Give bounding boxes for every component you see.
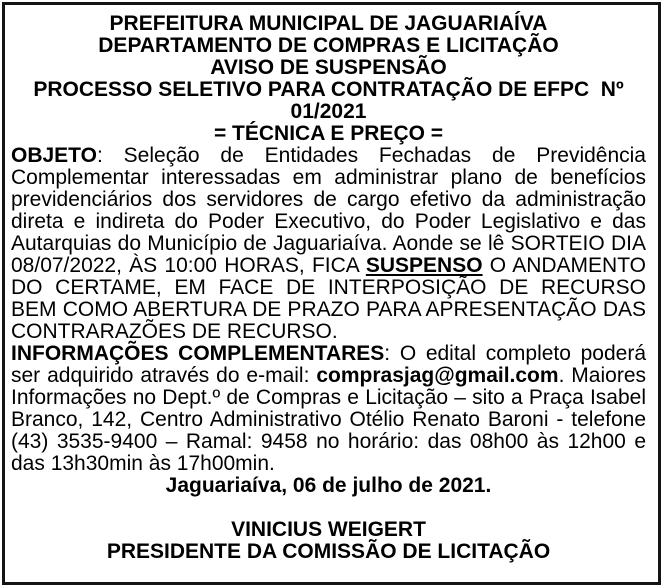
header-line-notice-type: AVISO DE SUSPENSÃO [210, 56, 447, 79]
notice-document [2, 2, 661, 585]
informacoes-text-after: . Maiores Informações no Dept.º de Compras e Licitação – sito a Praça Isabel Branco, 142, Centro Administrativo Otélio Renato Baroni - telefone (43) 3535-9400 – Ramal: 9458 no horário: das 08h00 às 12h00 e das 13h30min às 17h00min. [11, 364, 646, 475]
informacoes-paragraph [11, 343, 646, 475]
objeto-text-after: O ANDAMENTO DO CERTAME, EM FACE DE INTERPOSIÇÃO DE RECURSO BEM COMO ABERTURA DE PRAZO PARA APRESENTAÇÃO DAS CONTRARAZÕES DE RECURSO. [11, 254, 646, 343]
header-line-process-number: 01/2021 [290, 100, 367, 123]
header-line-municipality: PREFEITURA MUNICIPAL DE JAGUARIAÍVA [109, 12, 548, 35]
suspenso-emphasis: SUSPENSO [365, 254, 483, 277]
header-line-process-title: PROCESSO SELETIVO PARA CONTRATAÇÃO DE EFPC Nº [33, 78, 624, 101]
email-address: comprasjag@gmail.com [316, 364, 559, 387]
objeto-label: OBJETO [11, 144, 97, 167]
objeto-paragraph [11, 145, 646, 343]
header-line-department: DEPARTAMENTO DE COMPRAS E LICITAÇÃO [98, 34, 559, 57]
objeto-text-before: : Seleção de Entidades Fechadas de Previdência Complementar interessadas em administrar plano de benefícios previdenciários dos servidores de cargo efetivo da administração direta e indireta do Poder Executivo, do Poder Legislativo e das Autarquias do Município de Jaguariaíva. Aonde se lê SORTEIO DIA 08/07/2022, ÀS 10:00 HORAS, FICA [11, 144, 646, 277]
informacoes-label: INFORMAÇÕES COMPLEMENTARES [11, 342, 385, 365]
header-line-criteria: = TÉCNICA E PREÇO = [213, 122, 444, 145]
notice-header [11, 13, 646, 145]
date-line: Jaguariaíva, 06 de julho de 2021. [165, 474, 492, 497]
signature-title: PRESIDENTE DA COMISSÃO DE LICITAÇÃO [106, 540, 551, 563]
signature-name: VINICIUS WEIGERT [231, 518, 426, 541]
blank-line [11, 497, 646, 519]
informacoes-text-before: : O edital completo poderá ser adquirido através do e-mail: [11, 342, 646, 387]
